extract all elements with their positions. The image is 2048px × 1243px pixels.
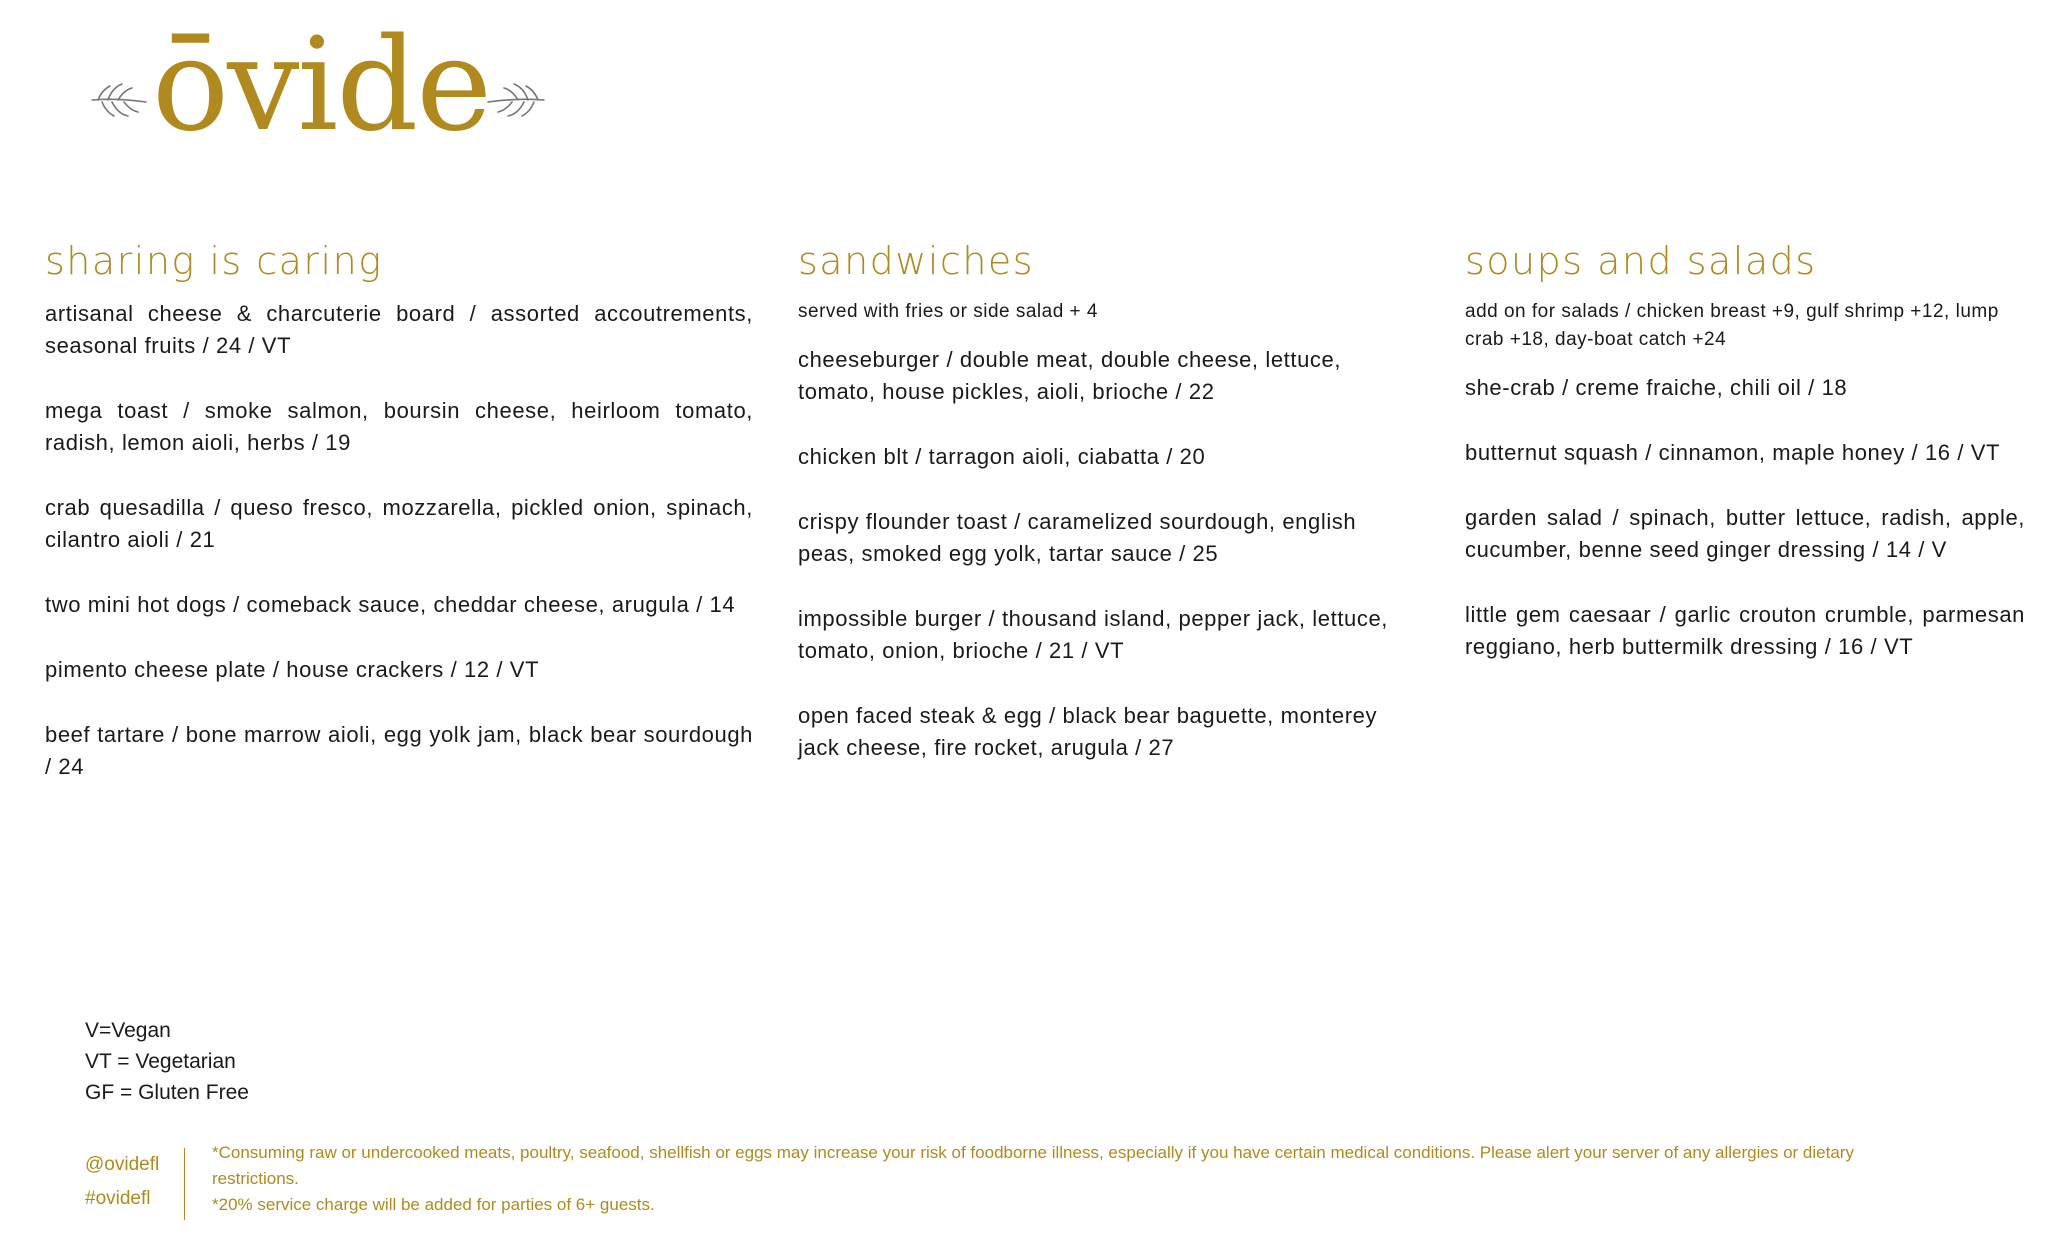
section-sharing	[45, 240, 753, 816]
section-sandwiches	[798, 240, 1418, 797]
food-safety-note: *Consuming raw or undercooked meats, poultry, seafood, shellfish or eggs may increase your risk of foodborne illness, especially if you have certain medical conditions. Please alert your server of any allergies or dietary restrictions.	[212, 1143, 1854, 1188]
menu-item: open faced steak & egg / black bear baguette, monterey jack cheese, fire rocket, arugula / 27	[798, 702, 1378, 760]
section-soups-salads	[1465, 240, 2025, 696]
menu-item: chicken blt / tarragon aioli, ciabatta / 20	[798, 443, 1206, 469]
section-note: served with fries or side salad + 4	[798, 300, 1098, 322]
menu-item: mega toast / smoke salmon, boursin cheese, heirloom tomato, radish, lemon aioli, herbs / 19	[45, 397, 753, 455]
menu-item: two mini hot dogs / comeback sauce, cheddar cheese, arugula / 14	[45, 591, 736, 617]
section-title: sandwiches	[798, 239, 1035, 283]
menu-item: cheeseburger / double meat, double cheese, lettuce, tomato, house pickles, aioli, brioche / 22	[798, 346, 1342, 404]
footer-divider	[184, 1148, 185, 1220]
menu-item: beef tartare / bone marrow aioli, egg yolk jam, black bear sourdough / 24	[45, 721, 753, 779]
menu-item: garden salad / spinach, butter lettuce, radish, apple, cucumber, benne seed ginger dressing / 14 / V	[1465, 504, 2025, 562]
legend-vegan: V=Vegan	[85, 1019, 171, 1042]
social-handles	[85, 1148, 159, 1216]
service-charge-note: *20% service charge will be added for parties of 6+ guests.	[212, 1195, 655, 1214]
dietary-legend	[85, 1015, 249, 1108]
instagram-handle: @ovidefl	[85, 1154, 160, 1175]
section-title: soups and salads	[1465, 239, 1817, 283]
menu-item: pimento cheese plate / house crackers / 12 / VT	[45, 656, 540, 682]
hashtag: #ovidefl	[85, 1188, 151, 1209]
brand-logo	[88, 11, 548, 170]
section-note: add on for salads / chicken breast +9, gulf shrimp +12, lump crab +18, day-boat catch +24	[1465, 300, 1999, 350]
legend-vegetarian: VT = Vegetarian	[85, 1050, 236, 1073]
menu-item: crispy flounder toast / caramelized sourdough, english peas, smoked egg yolk, tartar sauce / 25	[798, 508, 1357, 566]
menu-item: little gem caesaar / garlic crouton crumble, parmesan reggiano, herb buttermilk dressing / 16 / VT	[1465, 601, 2025, 659]
brand-wordmark: ōvide	[152, 11, 490, 160]
menu-item: butternut squash / cinnamon, maple honey / 16 / VT	[1465, 439, 2001, 465]
menu-item: impossible burger / thousand island, pepper jack, lettuce, tomato, onion, brioche / 21 / VT	[798, 605, 1389, 663]
menu-item: crab quesadilla / queso fresco, mozzarella, pickled onion, spinach, cilantro aioli / 21	[45, 494, 753, 552]
footer-notes	[212, 1140, 1912, 1218]
legend-gluten-free: GF = Gluten Free	[85, 1081, 249, 1104]
menu-item: artisanal cheese & charcuterie board / assorted accoutrements, seasonal fruits / 24 / VT	[45, 300, 753, 358]
menu-item: she-crab / creme fraiche, chili oil / 18	[1465, 374, 1848, 400]
section-title: sharing is caring	[45, 239, 383, 283]
